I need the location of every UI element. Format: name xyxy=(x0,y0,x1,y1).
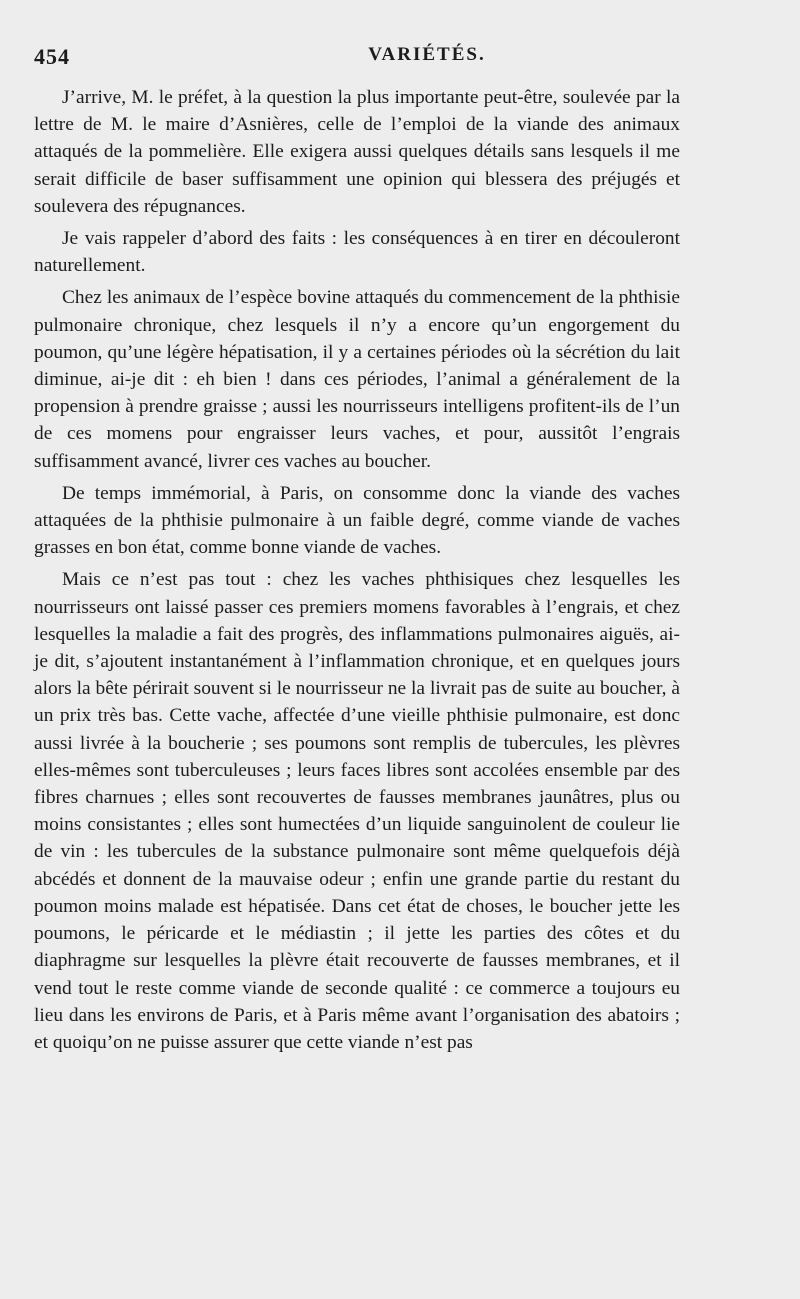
page-number: 454 xyxy=(34,44,70,69)
paragraph-4: De temps immémorial, à Paris, on consomme donc la viande des vaches attaquées de la phthisie pulmonaire à un faible degré, comme viande de vaches grasses en bon état, comme bonne viande de vaches. xyxy=(34,482,680,559)
running-head xyxy=(34,44,760,74)
section-title: VARIÉTÉS. xyxy=(368,44,486,65)
paragraph-3: Chez les animaux de l’espèce bovine attaqués du commencement de la phthisie pulmonaire chronique, chez lesquels il n’y a encore qu’un engorgement du poumon, qu’une légère hépatisation, il y a certaines périodes où la sécrétion du lait diminue, ai-je dit : eh bien ! dans ces périodes, l’animal a généralement de la propension à prendre graisse ; aussi les nourrisseurs intelligens profitent-ils de l’un de ces momens pour engraisser leurs vaches, et pour, aussitôt l’engrais suffisamment avancé, livrer ces vaches au boucher. xyxy=(34,287,680,472)
paragraph-1: J’arrive, M. le préfet, à la question la plus importante peut-être, soulevée par la lettre de M. le maire d’Asnières, celle de l’emploi de la viande des animaux attaqués de la pommelière. Elle exigera aussi quelques détails sans lesquels il me serait difficile de baser suffisamment une opinion qui blessera des préjugés et soulevera des répugnances. xyxy=(34,87,680,217)
paragraph-5: Mais ce n’est pas tout : chez les vaches phthisiques chez lesquelles les nourrisseurs ont laissé passer ces premiers momens favorables à l’engrais, et chez lesquelles la maladie a fait des progrès, des inflammations pulmonaires aiguës, ai-je dit, s’ajoutent instantanément à l’inflammation chronique, et en quelques jours alors la bête périrait souvent si le nourrisseur ne la livrait pas de suite au boucher, à un prix très bas. Cette vache, affectée d’une vieille phthisie pulmonaire, est donc aussi livrée à la boucherie ; ses poumons sont remplis de tubercules, les plèvres elles-mêmes sont tuberculeuses ; leurs faces libres sont accolées ensemble par des fibres charnues ; elles sont recouvertes de fausses membranes jaunâtres, plus ou moins consistantes ; elles sont humectées d’un liquide sanguinolent de couleur lie de vin : les tubercules de la substance pulmonaire sont même quelquefois déjà abcédés et donnent de la mauvaise odeur ; enfin une grande partie du restant du poumon moins malade est hépatisée. Dans cet état de choses, le boucher jette les poumons, le péricarde et le médiastin ; il jette les parties des côtes et du diaphragme sur lesquelles la plèvre était recouverte de fausses membranes, et il vend tout le reste comme viande de seconde qualité : ce commerce a toujours eu lieu dans les environs de Paris, et à Paris même avant l’organisation des abatoirs ; et quoiqu’on ne puisse assurer que cette viande n’est pas xyxy=(34,569,680,1053)
paragraph-2: Je vais rappeler d’abord des faits : les conséquences à en tirer en découleront naturellement. xyxy=(34,228,680,277)
body-text xyxy=(34,84,680,1056)
